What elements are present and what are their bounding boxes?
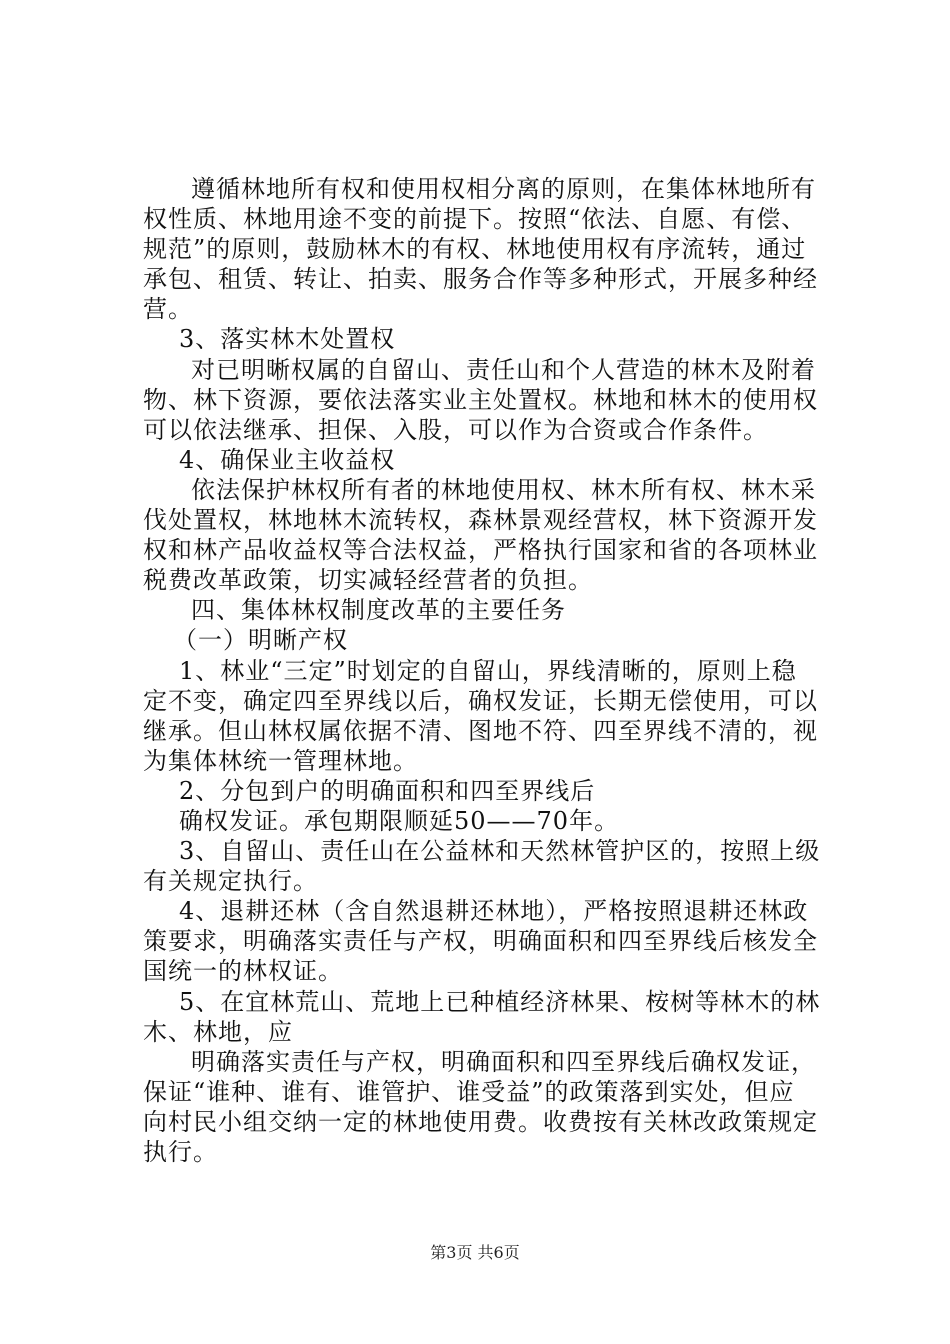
paragraph-line: 权和林产品收益权等合法权益，严格执行国家和省的各项林业 — [143, 536, 818, 565]
section-heading: 四、集体林权制度改革的主要任务 — [191, 596, 566, 625]
paragraph-line: 可以依法继承、担保、入股，可以作为合资或合作条件。 — [143, 415, 768, 444]
paragraph-line: 物、林下资源，要依法落实业主处置权。林地和林木的使用权 — [143, 385, 818, 414]
paragraph-line: 执行。 — [143, 1138, 218, 1166]
paragraph-line: 营。 — [143, 295, 193, 324]
paragraph-line: 2、分包到户的明确面积和四至界线后 — [179, 776, 596, 805]
paragraph-line: 依法保护林权所有者的林地使用权、林木所有权、林木采 — [191, 475, 816, 504]
paragraph-line: 税费改革政策，切实减轻经营者的负担。 — [143, 566, 593, 595]
section-heading: 4、确保业主收益权 — [179, 445, 396, 474]
paragraph-line: 有关规定执行。 — [143, 867, 318, 896]
paragraph-line: 定不变，确定四至界线以后，确权发证，长期无偿使用，可以 — [143, 686, 818, 715]
paragraph-line: 保证“谁种、谁有、谁管护、谁受益”的政策落到实处，但应 — [143, 1077, 795, 1106]
paragraph-line: 向村民小组交纳一定的林地使用费。收费按有关林改政策规定 — [143, 1107, 818, 1136]
paragraph-line: 继承。但山林权属依据不清、图地不符、四至界线不清的，视 — [143, 716, 818, 745]
paragraph-line: 3、自留山、责任山在公益林和天然林管护区的，按照上级 — [179, 837, 821, 866]
section-heading: 3、落实林木处置权 — [179, 325, 396, 354]
paragraph-line: 承包、租赁、转让、拍卖、服务合作等多种形式，开展多种经 — [143, 265, 818, 294]
paragraph-line: 国统一的林权证。 — [143, 957, 343, 986]
paragraph-line: 策要求，明确落实责任与产权，明确面积和四至界线后核发全 — [143, 927, 818, 956]
paragraph-line: 1、林业“三定”时划定的自留山，界线清晰的，原则上稳 — [179, 656, 797, 685]
paragraph-line: 5、在宜林荒山、荒地上已种植经济林果、桉树等林木的林 — [179, 987, 821, 1016]
paragraph-line: 明确落实责任与产权，明确面积和四至界线后确权发证， — [191, 1047, 816, 1076]
paragraph-line: 伐处置权，林地林木流转权，森林景观经营权，林下资源开发 — [143, 506, 818, 535]
paragraph-line: 遵循林地所有权和使用权相分离的原则，在集体林地所有 — [191, 175, 816, 203]
paragraph-line: 权性质、林地用途不变的前提下。按照“依法、自愿、有偿、 — [143, 205, 807, 234]
document-body — [143, 174, 833, 1167]
subsection-heading: （一）明晰产权 — [173, 626, 348, 655]
paragraph-line: 4、退耕还林（含自然退耕还林地），严格按照退耕还林政 — [179, 897, 809, 926]
paragraph-line: 为集体林统一管理林地。 — [143, 746, 418, 775]
paragraph-line: 规范”的原则，鼓励林木的有权、林地使用权有序流转，通过 — [143, 235, 807, 264]
page-number-footer: 第3页 共6页 — [430, 1243, 520, 1262]
paragraph-line: 木、林地，应 — [143, 1017, 293, 1046]
paragraph-line: 确权发证。承包期限顺延50——70年。 — [179, 806, 620, 835]
paragraph-line: 对已明晰权属的自留山、责任山和个人营造的林木及附着 — [191, 355, 816, 384]
